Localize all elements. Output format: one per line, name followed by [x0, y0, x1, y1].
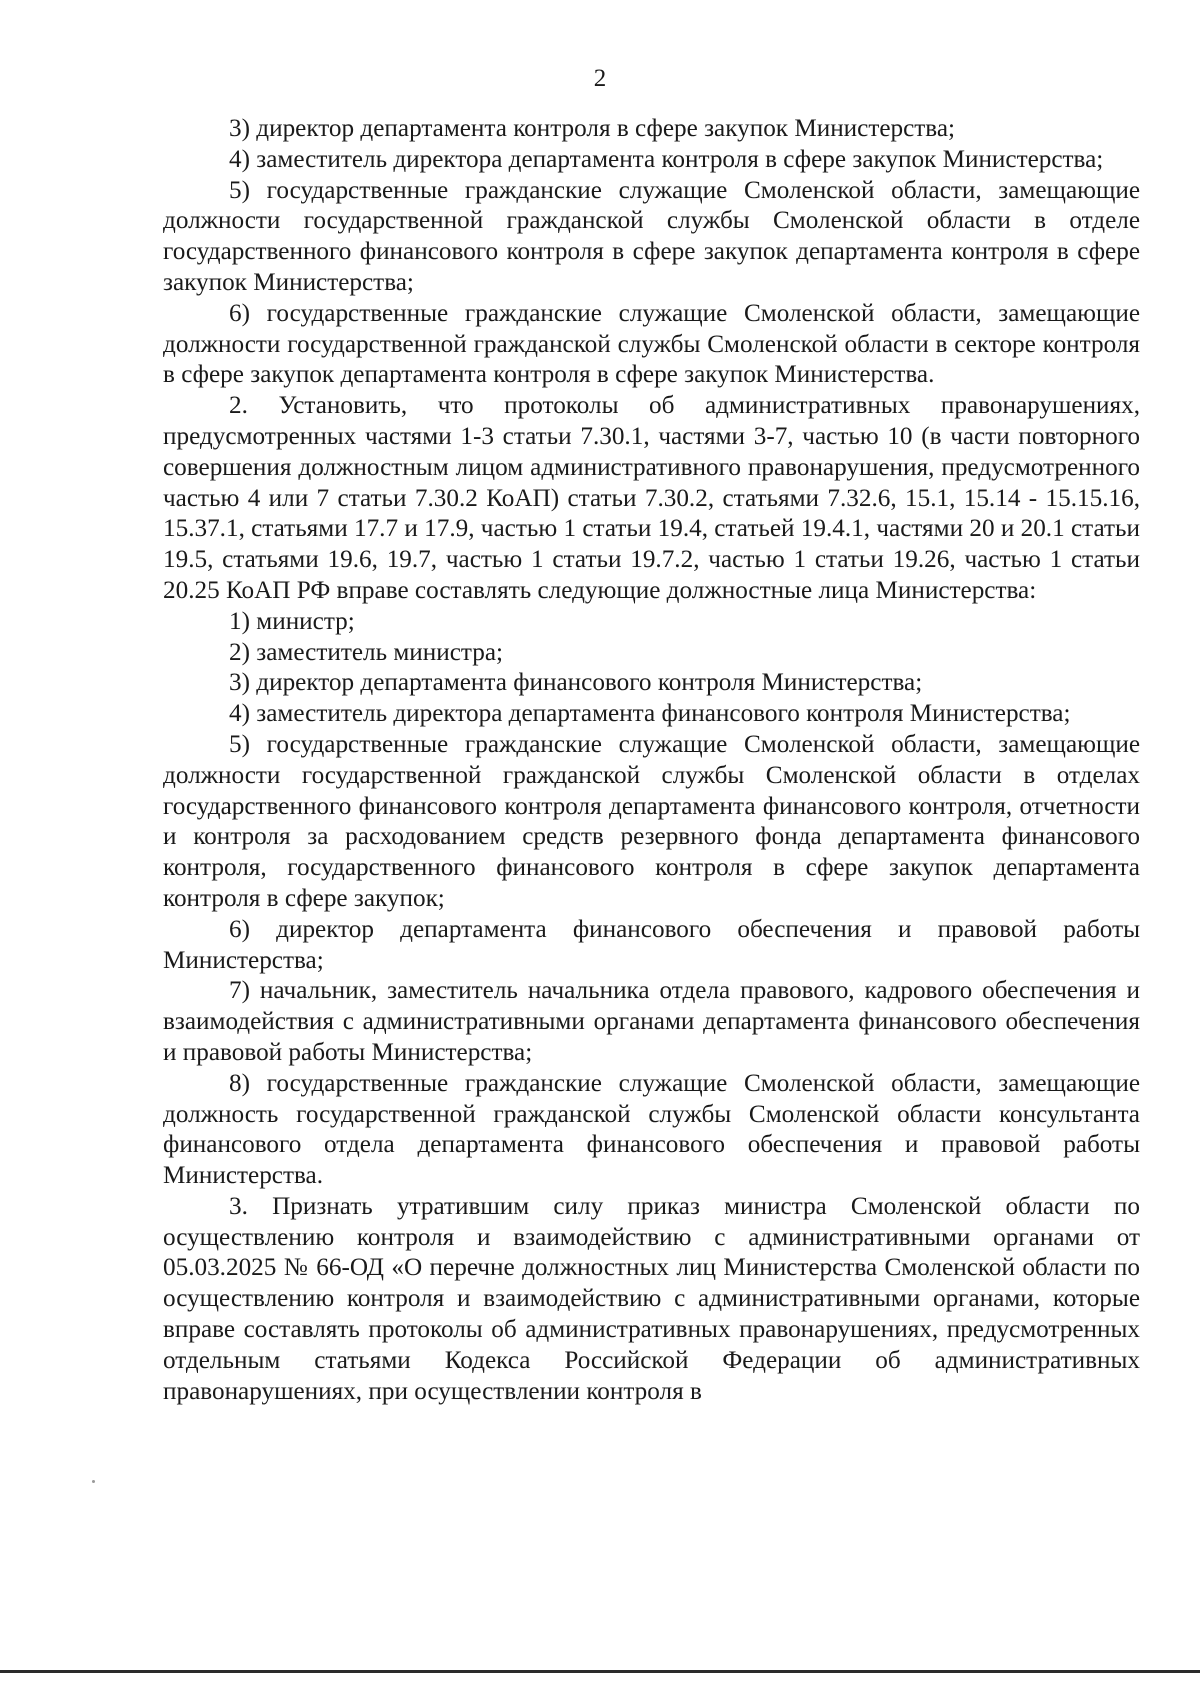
- paragraph-list-4: 4) заместитель директора департамента финансового контроля Министерства;: [229, 700, 1071, 728]
- paragraph-list-3: 3) директор департамента финансового контроля Министерства;: [229, 669, 923, 697]
- paragraph-item-4: 4) заместитель директора департамента контроля в сфере закупок Министерства;: [229, 145, 1104, 173]
- paragraph-list-5: 5) государственные гражданские служащие Смоленской области, замещающие должности государственной гражданской службы Смоленской области в отделах государственного финансового контроля департамента финансового контроля, отчетности и контроля за расходованием средств резервного фонда департамента финансового контроля, государственного финансового контроля в сфере закупок департамента контроля в сфере закупок;: [163, 730, 1140, 912]
- paragraph-item-5: 5) государственные гражданские служащие Смоленской области, замещающие должности государственной гражданской службы Смоленской области в отделе государственного финансового контроля в сфере закупок департамента контроля в сфере закупок Министерства;: [163, 176, 1140, 296]
- page-number: 2: [593, 65, 607, 92]
- paragraph-clause-3: 3. Признать утратившим силу приказ министра Смоленской области по осуществлению контроля и взаимодействию с административными органами от 05.03.2025 № 66-ОД «О перечне должностных лиц Министерства Смоленской области по осуществлению контроля и взаимодействию с административными органами, которые вправе составлять протоколы об административных правонарушениях, предусмотренных отдельным статьями Кодекса Российской Федерации об административных правонарушениях, при осуществлении контроля в: [163, 1192, 1140, 1405]
- paragraph-list-8: 8) государственные гражданские служащие Смоленской области, замещающие должность государственной гражданской службы Смоленской области консультанта финансового отдела департамента финансового обеспечения и правовой работы Министерства.: [163, 1069, 1140, 1190]
- paragraph-list-6: 6) директор департамента финансового обеспечения и правовой работы Министерства;: [163, 915, 1140, 974]
- paragraph-item-3: 3) директор департамента контроля в сфере закупок Министерства;: [229, 115, 956, 142]
- paragraph-item-6: 6) государственные гражданские служащие Смоленской области, замещающие должности государственной гражданской службы Смоленской области в секторе контроля в сфере закупок департамента контроля в сфере закупок Министерства.: [163, 299, 1140, 389]
- bottom-rule: [0, 1670, 1200, 1673]
- paragraph-list-1: 1) министр;: [229, 607, 355, 635]
- paragraph-list-2: 2) заместитель министра;: [229, 638, 504, 666]
- scan-speck: [92, 1480, 95, 1483]
- paragraph-list-7: 7) начальник, заместитель начальника отдела правового, кадрового обеспечения и взаимодействия с административными органами департамента финансового обеспечения и правовой работы Министерства;: [163, 977, 1140, 1066]
- paragraph-clause-2: 2. Установить, что протоколы об административных правонарушениях, предусмотренных частями 1-3 статьи 7.30.1, частями 3-7, частью 10 (в части повторного совершения должностным лицом административного правонарушения, предусмотренного частью 4 или 7 статьи 7.30.2 КоАП) статьи 7.30.2, статьями 7.32.6, 15.1, 15.14 - 15.15.16, 15.37.1, статьями 17.7 и 17.9, частью 1 статьи 19.4, статьей 19.4.1, частями 20 и 20.1 статьи 19.5, статьями 19.6, 19.7, частью 1 статьи 19.7.2, частью 1 статьи 19.26, частью 1 статьи 20.25 КоАП РФ вправе составлять следующие должностные лица Министерства:: [163, 392, 1140, 604]
- document-body: [163, 114, 1140, 1407]
